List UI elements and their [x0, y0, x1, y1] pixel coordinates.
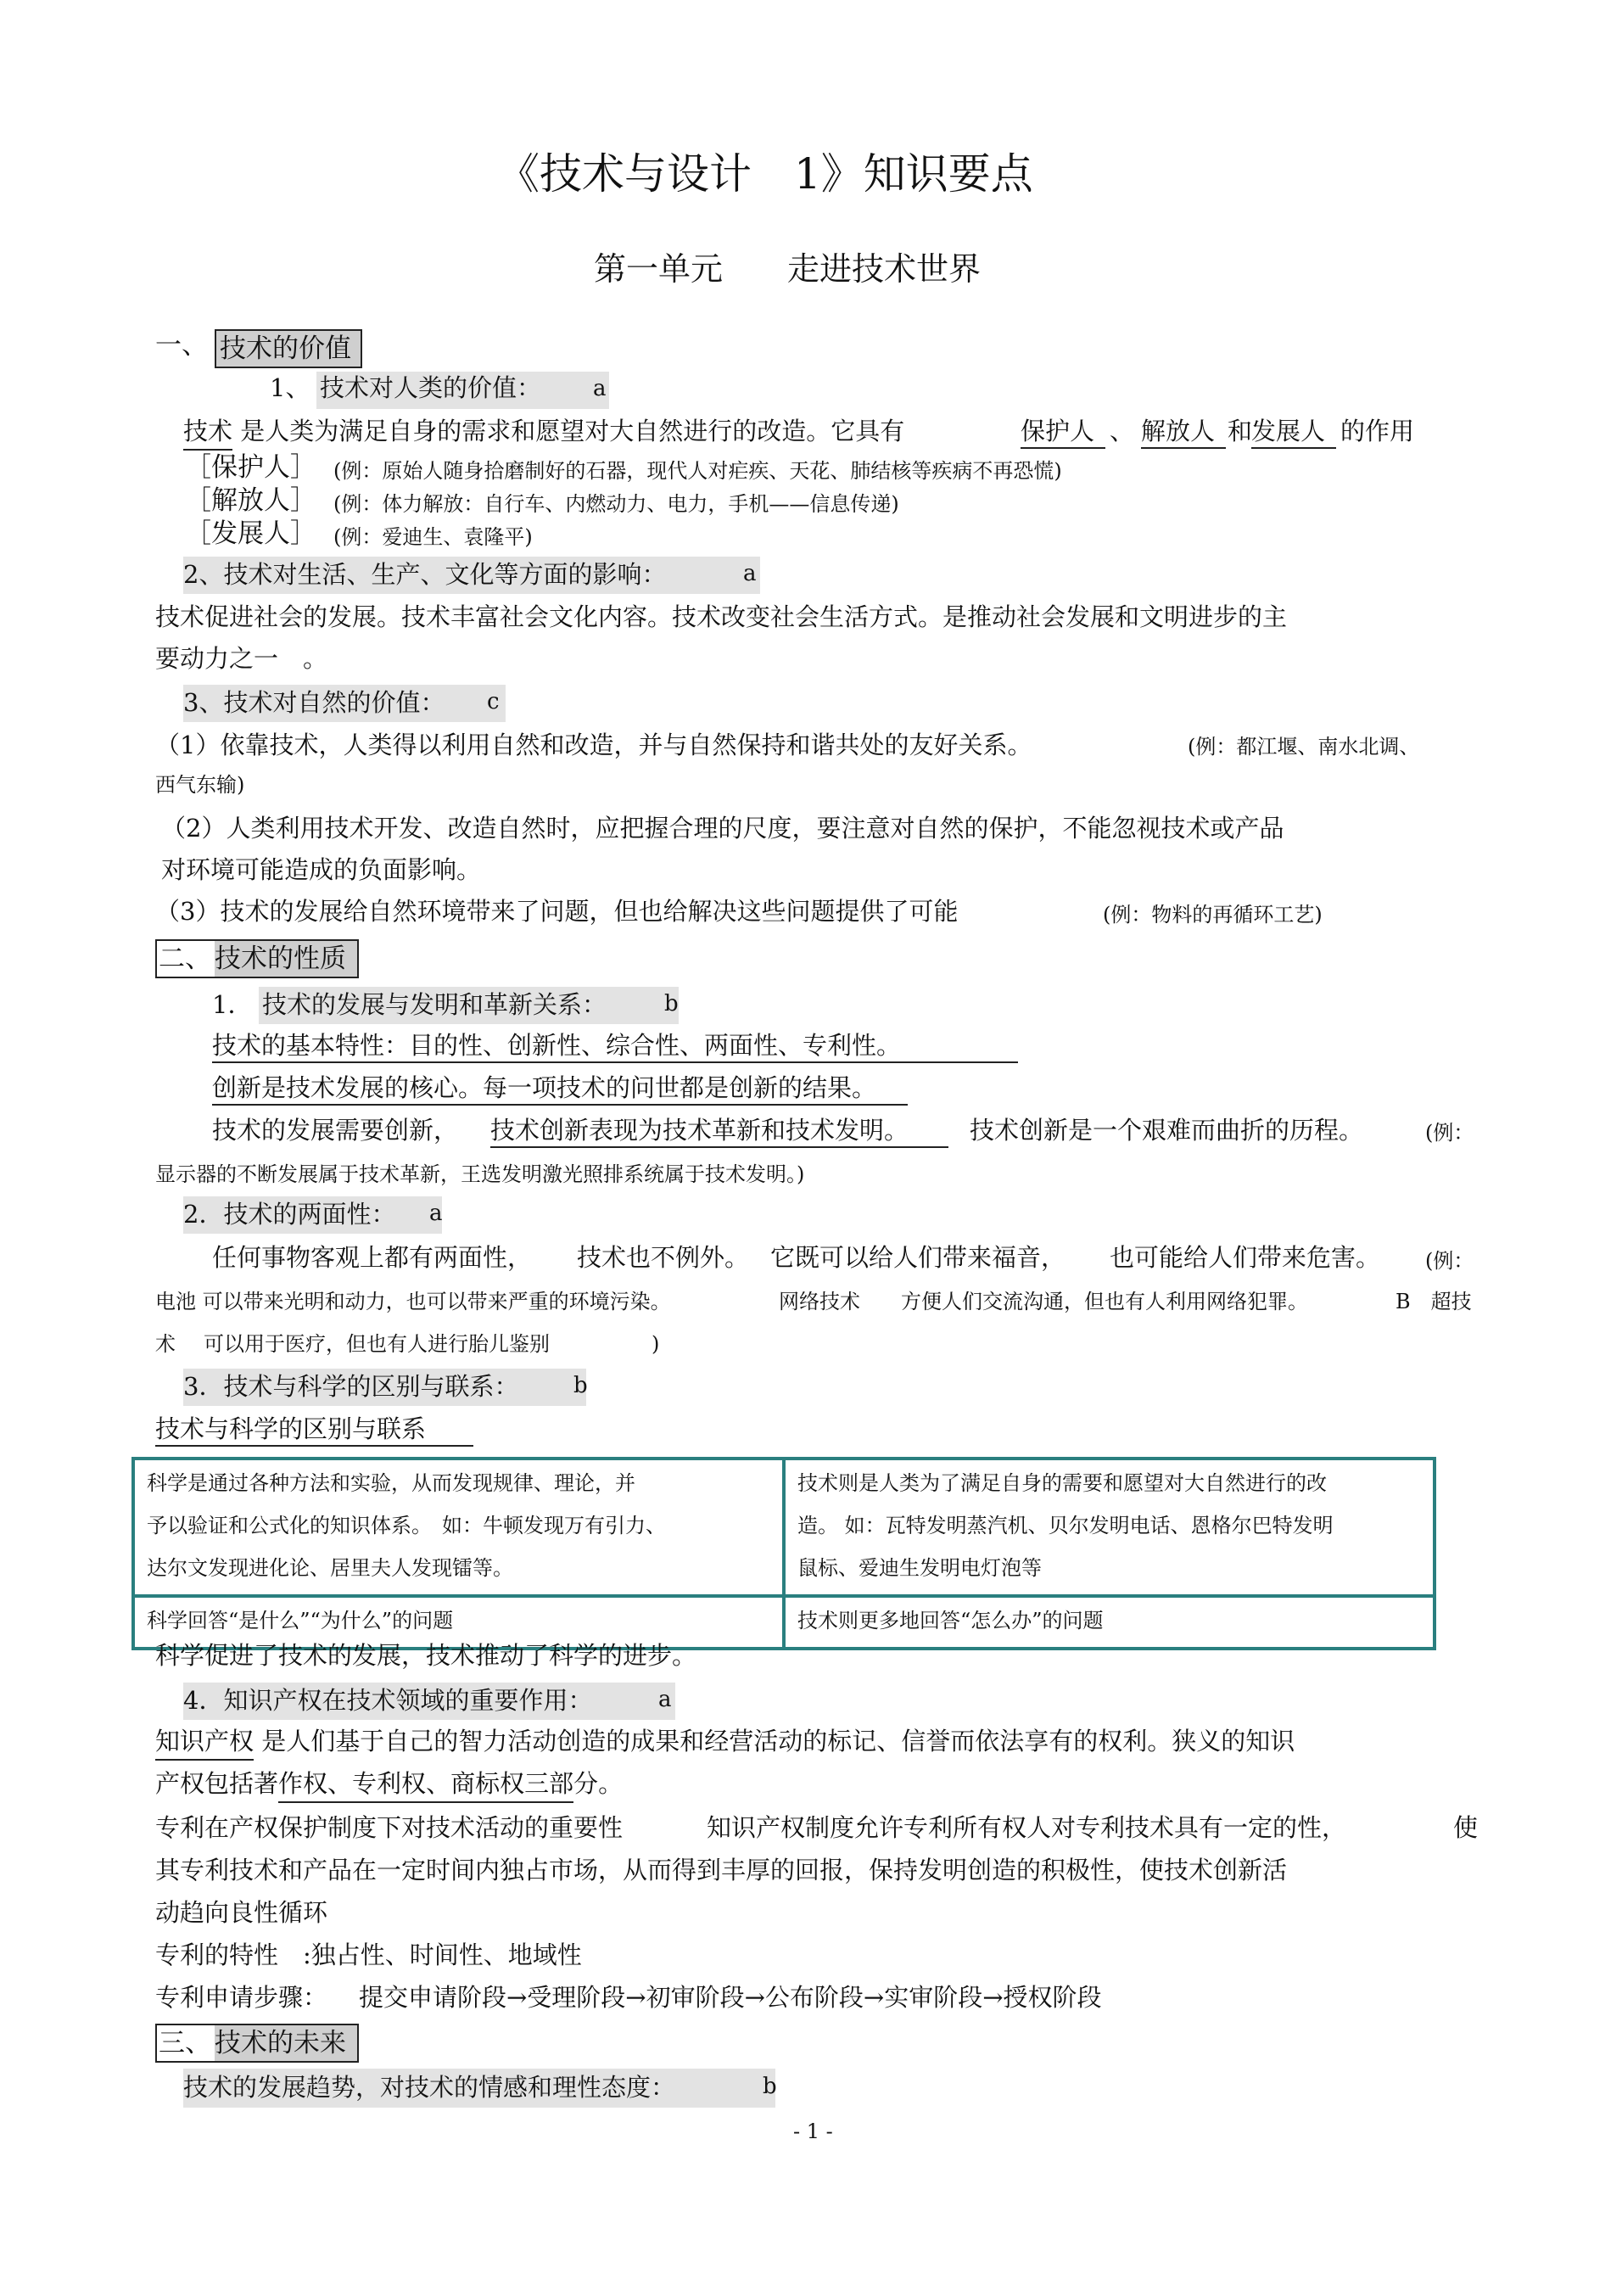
subsection-title-text: 技术的发展与发明和革新关系：: [262, 990, 607, 1019]
example-text: (例：: [1425, 1249, 1474, 1273]
example-label: ［解放人］: [185, 485, 316, 516]
role-and: 和: [1228, 417, 1253, 445]
cell-line: 鼠标、爱迪生发明电灯泡等: [797, 1556, 1042, 1580]
steps-label: 专利申请步骤：: [155, 1983, 328, 2012]
example-text: (例：体力解放：自行车、内燃动力、电力，手机——信息传递): [333, 492, 899, 516]
table-cell: 技术则更多地回答“怎么办”的问题: [784, 1596, 1435, 1649]
ip-underlined: 利权: [377, 1769, 426, 1803]
ip-underlined: 、专: [327, 1769, 377, 1803]
subsection-title-text: 2、技术对生活、生产、文化等方面的影响：: [183, 560, 667, 589]
subsection-title: [183, 1196, 442, 1234]
role-protect-text: 保护人: [1021, 419, 1105, 449]
subsection-title: [259, 987, 679, 1024]
paragraph-text: 知识产权制度允许专利所有权人对专利技术具有一定的性，: [707, 1813, 1347, 1842]
level-label: b: [664, 991, 679, 1016]
subsection-title-text: 3．技术与科学的区别与联系：: [183, 1372, 519, 1401]
section-number-box: [155, 2024, 216, 2063]
subsection-title-text: 4．知识产权在技术领域的重要作用：: [183, 1686, 593, 1715]
paragraph-text: （1）依靠技术，人类得以利用自然和改造，并与自然保持和谐共处的友好关系。: [155, 731, 1032, 759]
role-develop-text: 发展人: [1251, 419, 1336, 449]
paragraph-text: 科学促进了技术的发展，技术推动了科学的进步。: [155, 1641, 697, 1670]
innovation-forms-text: 技术创新表现为技术革新和技术发明。: [490, 1118, 948, 1148]
innovation-core-text: 创新是技术发展的核心。每一项技术的问世都是创新的结果。: [212, 1076, 908, 1106]
paragraph-text: 使: [1453, 1813, 1479, 1842]
example-text: (例：原始人随身拾磨制好的石器，现代人对疟疾、天花、肺结核等疾病不再恐慌): [333, 459, 1062, 483]
paragraph-text: 技术促进社会的发展。技术丰富社会文化内容。技术改变社会生活方式。是推动社会发展和文明进步的主: [155, 602, 1288, 631]
paragraph-text: （2）人类利用技术开发、改造自然时，应把握合理的尺度，要注意对自然的保护，不能忽视技术或产品: [161, 814, 1284, 843]
example-text: 方便人们交流沟通，但也有人利用网络犯罪。: [901, 1290, 1308, 1313]
example-text: 西气东输): [155, 773, 245, 797]
ip-types-line: [155, 1769, 624, 1798]
example-text: ): [652, 1332, 660, 1356]
paragraph-text: 任何事物客观上都有两面性，: [212, 1243, 533, 1272]
term-underlined: 技术: [183, 417, 232, 451]
subsection-title-text: 技术对人类的价值：: [320, 373, 542, 402]
level-label: b: [763, 2074, 777, 2099]
level-label: a: [658, 1687, 672, 1712]
example-text: B 超技: [1395, 1290, 1472, 1313]
ip-underlined: 标权: [475, 1769, 524, 1803]
doc-title: 《技术与设计 1》知识要点: [497, 149, 1033, 199]
level-label: a: [593, 376, 607, 401]
paragraph-text: 其专利技术和产品在一定时间内独占市场，从而得到丰厚的回报，保持发明创造的积极性，使技术创新活: [155, 1856, 1288, 1884]
section-number-box: [155, 939, 216, 978]
section-number: 三、: [159, 2028, 211, 2058]
role-protect: [1021, 419, 1105, 449]
subsection-title: [183, 2069, 775, 2108]
role-tail: 的作用: [1340, 417, 1415, 445]
table-caption: [155, 1414, 473, 1447]
section-heading-text: 技术的价值: [220, 333, 351, 364]
subsection-title-text: 2．技术的两面性：: [183, 1200, 396, 1229]
subsection-number: 1．: [212, 990, 253, 1019]
section-heading-text: 技术的性质: [215, 944, 346, 974]
level-label: b: [573, 1373, 588, 1398]
ip-text: 产权包括著: [155, 1769, 279, 1798]
section-heading: [215, 329, 362, 368]
cell-line: 造。 如：瓦特发明蒸汽机、贝尔发明电话、恩格尔巴特发明: [797, 1514, 1334, 1537]
role-develop: [1251, 419, 1336, 449]
features-line: [212, 1033, 1018, 1063]
subsection-title: [183, 1369, 586, 1406]
paragraph-text: 专利的特性 :独占性、时间性、地域性: [155, 1940, 582, 1969]
definition-line: [183, 419, 904, 444]
example-text: (例：都江堰、南水北调、: [1188, 735, 1420, 759]
example-text: (例：物料的再循环工艺): [1103, 903, 1323, 927]
subsection-title-text: 3、技术对自然的价值：: [183, 688, 445, 717]
ip-definition-text: 是人们基于自己的智力活动创造的成果和经营活动的标记、信誉而依法享有的权利。狭义的知识: [261, 1727, 1295, 1756]
page-number: - 1 -: [793, 2120, 833, 2143]
cell-line: 达尔文发现进化论、居里夫人发现镭等。: [147, 1556, 513, 1580]
role-separator: 、: [1110, 417, 1135, 445]
table-row: [133, 1459, 1435, 1596]
ip-underlined: 、商: [426, 1769, 475, 1803]
section-heading: [215, 2024, 359, 2063]
paragraph-text: 技术的发展需要创新，: [212, 1116, 459, 1145]
paragraph-text: （3）技术的发展给自然环境带来了问题，但也给解决这些问题提供了可能: [155, 897, 959, 926]
paragraph-text: 它既可以给人们带来福音，: [770, 1243, 1066, 1272]
table-cell: [133, 1459, 784, 1596]
paragraph-text: 专利在产权保护制度下对技术活动的重要性: [155, 1813, 624, 1842]
subsection-title: [316, 372, 609, 409]
section-heading: [215, 939, 359, 978]
example-text: 可以用于医疗，但也有人进行胎儿鉴别: [204, 1332, 550, 1356]
innovation-forms: [490, 1118, 948, 1148]
paragraph-text: 技术也不例外。: [577, 1243, 750, 1272]
table-cell: [784, 1459, 1435, 1596]
example-text: 术: [155, 1332, 176, 1356]
example-text: 电池 可以带来光明和动力，也可以带来严重的环境污染。: [155, 1290, 671, 1313]
example-text: (例：爱迪生、袁隆平): [333, 525, 533, 549]
paragraph-text: 动趋向良性循环: [155, 1898, 328, 1927]
cell-line: 技术则是人类为了满足自身的需要和愿望对大自然进行的改: [797, 1471, 1327, 1495]
ip-text: 分。: [573, 1769, 624, 1798]
role-liberate: [1141, 419, 1226, 449]
paragraph-text: 对环境可能造成的负面影响。: [161, 855, 482, 884]
example-text: (例：: [1425, 1121, 1474, 1145]
table-cell: 科学回答“是什么”“为什么”的问题: [133, 1596, 784, 1649]
subsection-title: [183, 1683, 675, 1720]
paragraph-text: 也可能给人们带来危害。: [1110, 1243, 1381, 1272]
ip-definition-line: [155, 1729, 1295, 1754]
level-label: a: [743, 561, 757, 586]
section-heading-text: 技术的未来: [215, 2028, 346, 2058]
cell-line: 予以验证和公式化的知识体系。 如：牛顿发现万有引力、: [147, 1514, 666, 1537]
unit-title: 第一单元 走进技术世界: [594, 250, 982, 288]
subsection-title-text: 技术的发展趋势，对技术的情感和理性态度：: [183, 2073, 676, 2102]
role-liberate-text: 解放人: [1141, 419, 1226, 449]
steps-text: 提交申请阶段→受理阶段→初审阶段→公布阶段→实审阶段→授权阶段: [359, 1983, 1102, 2012]
example-text: 网络技术: [779, 1290, 860, 1313]
paragraph-text: 技术创新是一个艰难而曲折的历程。: [970, 1116, 1364, 1145]
subsection-title: [183, 685, 506, 722]
table-caption-text: 技术与科学的区别与联系: [155, 1417, 473, 1447]
example-label: ［保护人］: [185, 452, 316, 483]
example-label: ［发展人］: [185, 518, 316, 549]
level-label: c: [487, 689, 500, 714]
science-technology-table: [131, 1457, 1436, 1650]
ip-underlined: 作权: [278, 1769, 327, 1803]
section-number: 一、: [155, 330, 208, 361]
section-number: 二、: [159, 944, 211, 974]
level-label: a: [429, 1201, 443, 1226]
subsection-title: [183, 557, 760, 594]
features-text: 技术的基本特性：目的性、创新性、综合性、两面性、专利性。: [212, 1033, 1018, 1063]
ip-underlined: 三部: [524, 1769, 573, 1803]
cell-line: 科学是通过各种方法和实验，从而发现规律、理论，并: [147, 1471, 635, 1495]
paragraph-text: 要动力之一 。: [155, 644, 328, 673]
innovation-core: [212, 1073, 908, 1106]
term-underlined: 知识产权: [155, 1727, 254, 1761]
subsection-number: 1、: [270, 373, 310, 402]
example-text: 显示器的不断发展属于技术革新，王选发明激光照排系统属于技术发明。): [155, 1162, 805, 1186]
definition-text: 是人类为满足自身的需求和愿望对大自然进行的改造。它具有: [240, 417, 905, 445]
